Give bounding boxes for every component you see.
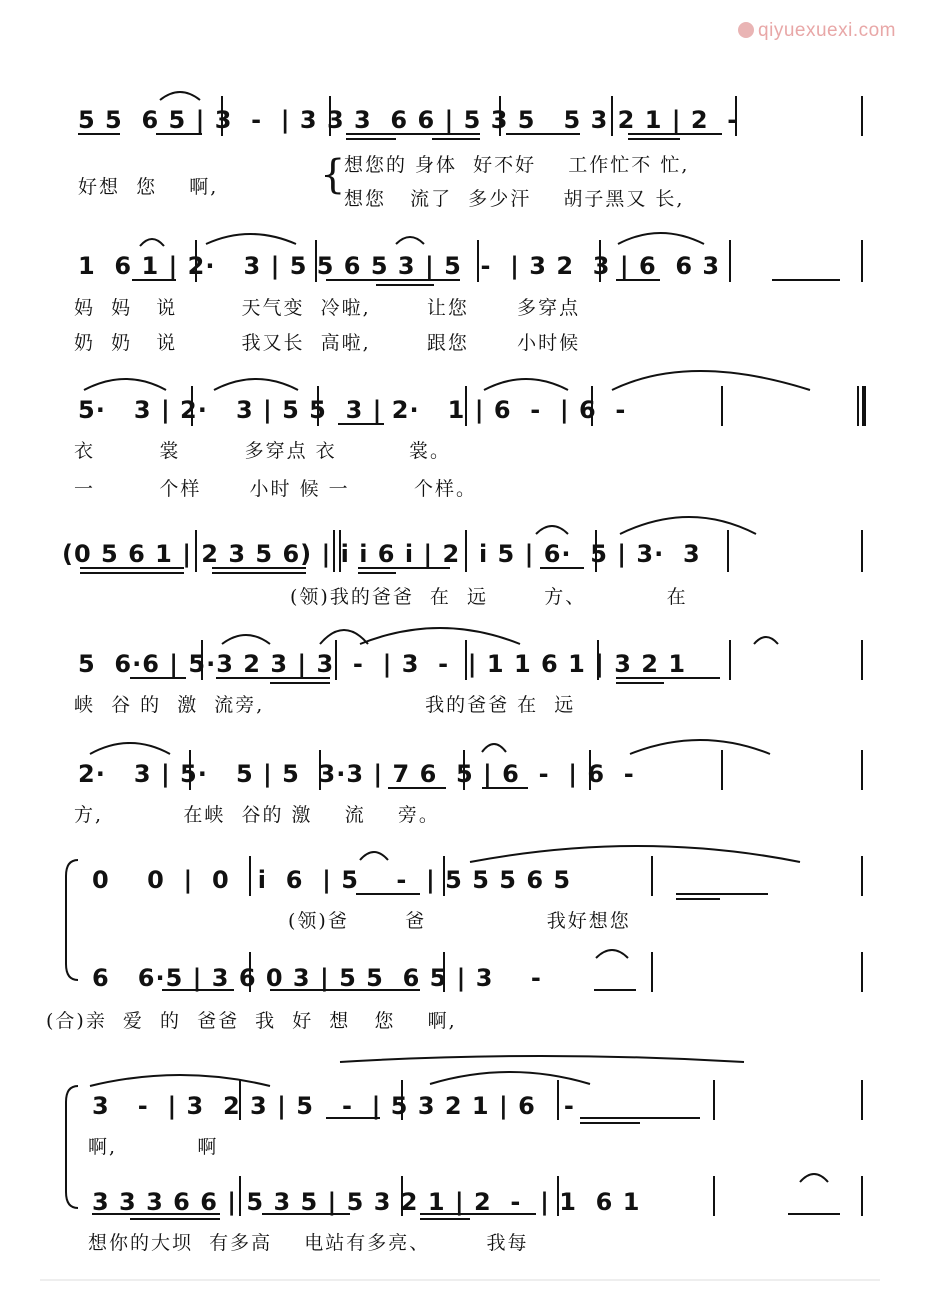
notation-line-2: 1 6 1 | 2· 3 | 5 5 6 5 3 | 5 - | 3 2 3 | 6 6 3 xyxy=(78,252,721,280)
lyric-line-1: 好想 您 啊, xyxy=(78,176,219,198)
lyric-line-7-bottom: (合)亲 爱 的 爸爸 我 好 想 您 啊, xyxy=(46,1010,457,1032)
lyric-line-2a: 妈 妈 说 天气变 冷啦, 让您 多穿点 xyxy=(74,297,581,319)
lyric-line-3b: 一 个样 小时 候 一 个样。 xyxy=(74,478,477,500)
watermark-text: qiyuexuexi.com xyxy=(758,20,896,41)
notation-line-6: 2· 3 | 5· 5 | 5 3·3 | 7 6 5 | 6 - | 6 - xyxy=(78,760,635,788)
notation-line-7-bottom: 6 6·5 | 3 6 0 3 | 5 5 6 5 | 3 - xyxy=(92,964,542,992)
notation-line-3: 5· 3 | 2· 3 | 5 5 3 | 2· 1 | 6 - | 6 - xyxy=(78,396,627,424)
lyric-line-7-top: (领)爸 爸 我好想您 xyxy=(288,910,631,932)
lyric-line-8-bottom: 想你的大坝 有多高 电站有多亮、 我每 xyxy=(88,1232,529,1254)
notation-line-8-top: 3 - | 3 2 3 | 5 - | 5 3 2 1 | 6 - xyxy=(92,1092,575,1120)
lyric-line-5: 峡 谷 的 激 流旁, 我的爸爸 在 远 xyxy=(74,694,576,716)
lyric-line-6: 方, 在峡 谷的 激 流 旁。 xyxy=(74,804,440,826)
notation-line-8-bottom: 3 3 3 6 6 | 5 3 5 | 5 3 2 1 | 2 - | 1 6 1 xyxy=(92,1188,641,1216)
lyric-line-2b: 奶 奶 说 我又长 高啦, 跟您 小时候 xyxy=(74,332,581,354)
notation-line-5: 5 6·6 | 5·3 2 3 | 3 - | 3 - | 1 1 6 1 | 3 2 1 xyxy=(78,650,687,678)
logo-icon xyxy=(738,22,754,38)
lyric-line-3a: 衣 裳 多穿点 衣 裳。 xyxy=(74,440,452,462)
lyric-line-4: (领)我的爸爸 在 远 方、 在 xyxy=(290,586,688,608)
notation-line-7-top: 0 0 | 0 i 6 | 5 - | 5 5 5 6 5 xyxy=(92,866,572,894)
watermark xyxy=(738,20,896,42)
verse-brace: { xyxy=(320,152,346,198)
lyric-line-1b: 想您 流了 多少汗 胡子黑又 长, xyxy=(344,188,685,210)
lyric-line-8-top: 啊, 啊 xyxy=(88,1136,219,1158)
notation-line-4: (0 5 6 1 | 2 3 5 6) | i i 6 i | 2 i 5 | 6· 5 | 3· 3 xyxy=(62,540,701,568)
lyric-line-1a: 想您的 身体 好不好 工作忙不 忙, xyxy=(344,154,690,176)
notation-line-1: 5 5 6 5 | 3 - | 3 3 3 6 6 | 5 3 5 5 3 2 1 | 2 - xyxy=(78,106,739,134)
